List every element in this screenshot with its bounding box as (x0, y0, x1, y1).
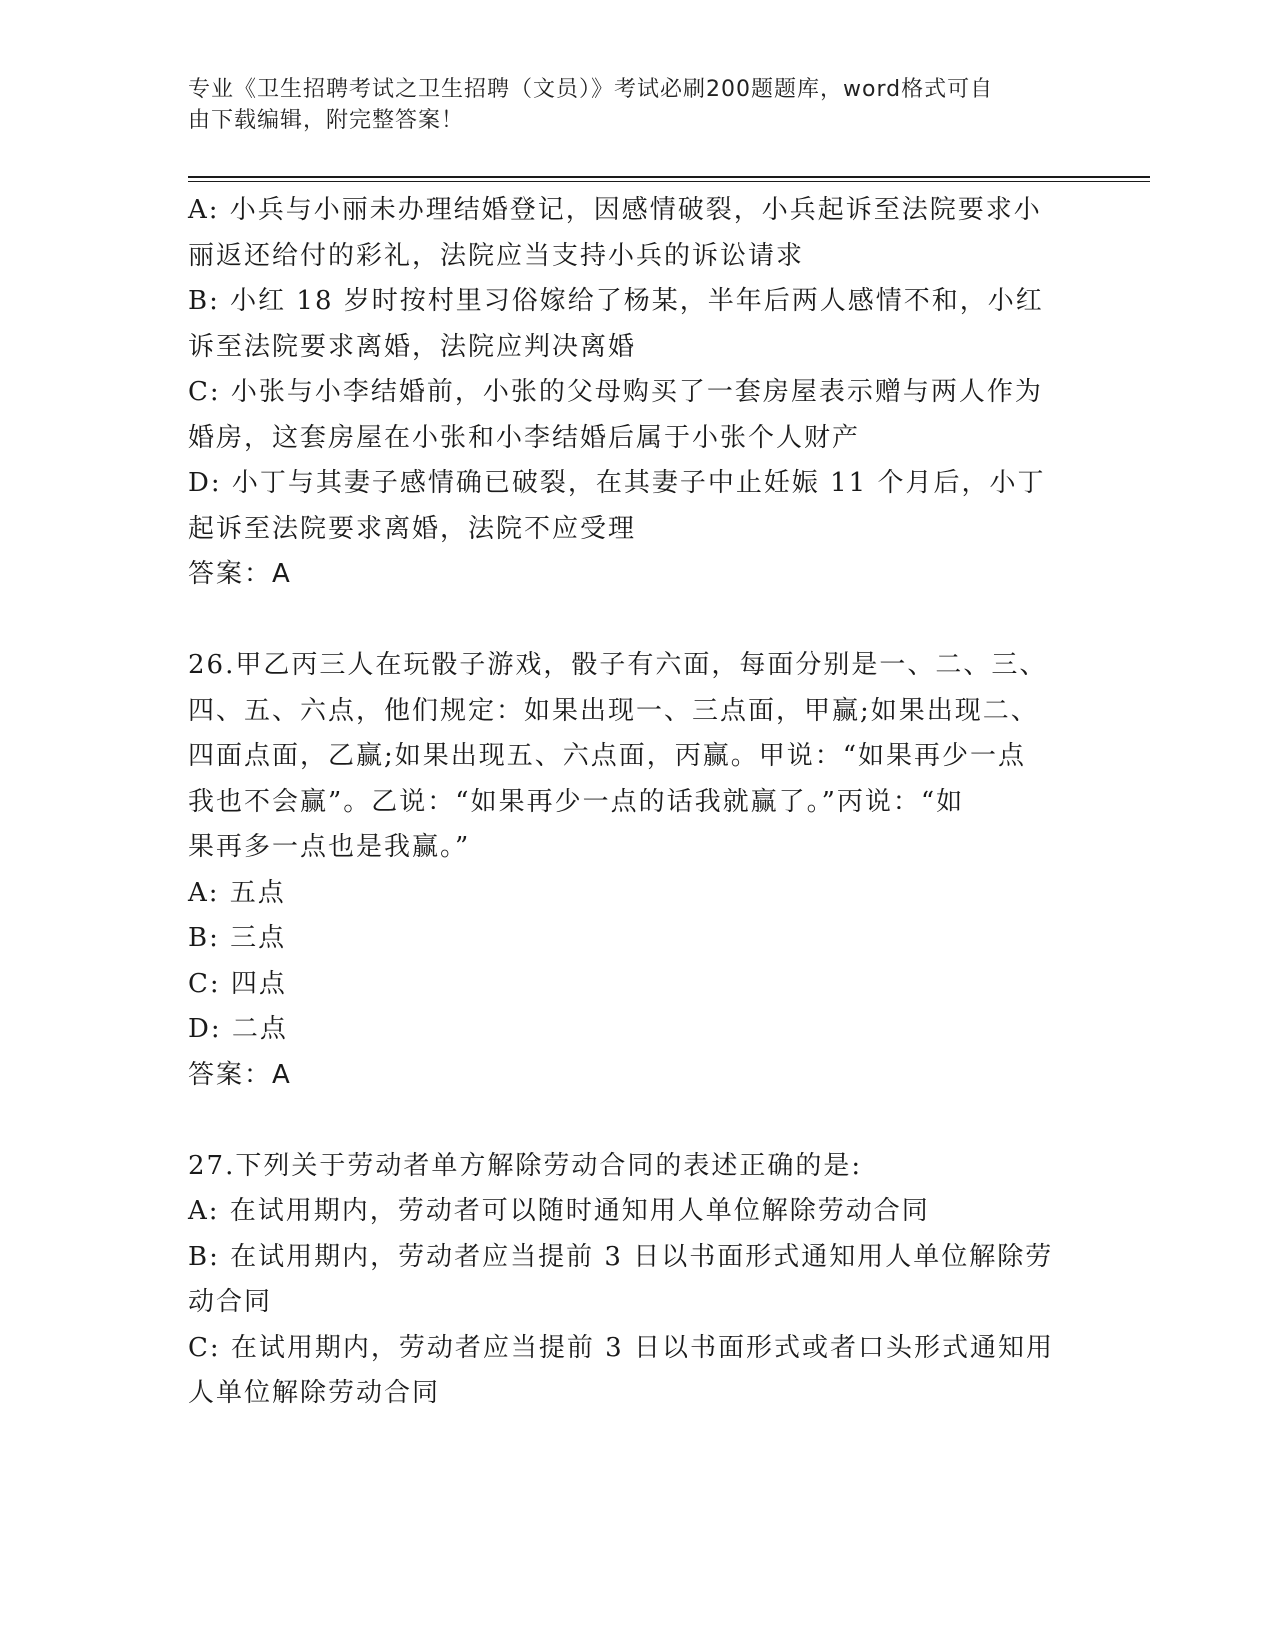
header-line-2: 由下载编辑，附完整答案！ (188, 108, 465, 133)
q26-option-d: D: 二点 (188, 1014, 288, 1044)
q25-option-d-line-2: 起诉至法院要求离婚，法院不应受理 (188, 513, 637, 544)
question-25 (188, 188, 1068, 598)
q27-option-b-line-2: 动合同 (188, 1287, 273, 1317)
q25-option-b-line-1: B: 小红 18 岁时按村里习俗嫁给了杨某，半年后两人感情不和，小红 (188, 286, 1044, 316)
q25-option-b-line-2: 诉至法院要求离婚，法院应判决离婚 (188, 331, 637, 362)
q26-stem-line-4: 我也不会赢”。乙说：“如果再少一点的话我就赢了。”丙说：“如 (188, 786, 965, 817)
q26-stem-line-1: 26.甲乙丙三人在玩骰子游戏，骰子有六面，每面分别是一、二、三、 (188, 650, 1048, 680)
header-rule-thick (188, 176, 1150, 178)
document-header (188, 74, 1068, 136)
q25-option-c-line-1: C: 小张与小李结婚前，小张的父母购买了一套房屋表示赠与两人作为 (188, 377, 1043, 407)
q27-option-c-line-1: C: 在试用期内，劳动者应当提前 3 日以书面形式或者口头形式通知用 (188, 1332, 1054, 1363)
q25-answer: 答案：A (188, 559, 292, 589)
q26-stem-line-2: 四、五、六点，他们规定：如果出现一、三点面，甲赢;如果出现二、 (188, 695, 1039, 726)
q25-option-a-line-2: 丽返还给付的彩礼，法院应当支持小兵的诉讼请求 (188, 240, 805, 271)
question-27 (188, 1144, 1068, 1417)
q25-option-c-line-2: 婚房，这套房屋在小张和小李结婚后属于小张个人财产 (188, 422, 861, 453)
q26-option-b: B: 三点 (188, 923, 287, 953)
q26-option-c: C: 四点 (188, 968, 287, 999)
header-rule-thin (188, 181, 1150, 182)
q27-stem-line-1: 27.下列关于劳动者单方解除劳动合同的表述正确的是: (188, 1150, 863, 1181)
question-26 (188, 643, 1068, 1098)
q25-option-d-line-1: D: 小丁与其妻子感情确已破裂，在其妻子中止妊娠 11 个月后，小丁 (188, 468, 1046, 498)
spacer (188, 598, 1068, 644)
q26-option-a: A: 五点 (188, 877, 286, 908)
header-line-1: 专业《卫生招聘考试之卫生招聘（文员）》考试必刷200题题库，word格式可自 (188, 77, 994, 102)
q25-option-a-line-1: A: 小兵与小丽未办理结婚登记，因感情破裂，小兵起诉至法院要求小 (188, 195, 1042, 225)
q26-stem-line-5: 果再多一点也是我赢。” (188, 832, 471, 862)
document-body (188, 188, 1068, 1417)
spacer (188, 1098, 1068, 1144)
q27-option-c-line-2: 人单位解除劳动合同 (188, 1378, 441, 1408)
q27-option-a-line-1: A: 在试用期内，劳动者可以随时通知用人单位解除劳动合同 (188, 1196, 930, 1226)
q27-option-b-line-1: B: 在试用期内，劳动者应当提前 3 日以书面形式通知用人单位解除劳 (188, 1241, 1054, 1272)
q26-answer: 答案：A (188, 1059, 292, 1090)
q26-stem-line-3: 四面点面，乙赢;如果出现五、六点面，丙赢。甲说：“如果再少一点 (188, 741, 1027, 771)
